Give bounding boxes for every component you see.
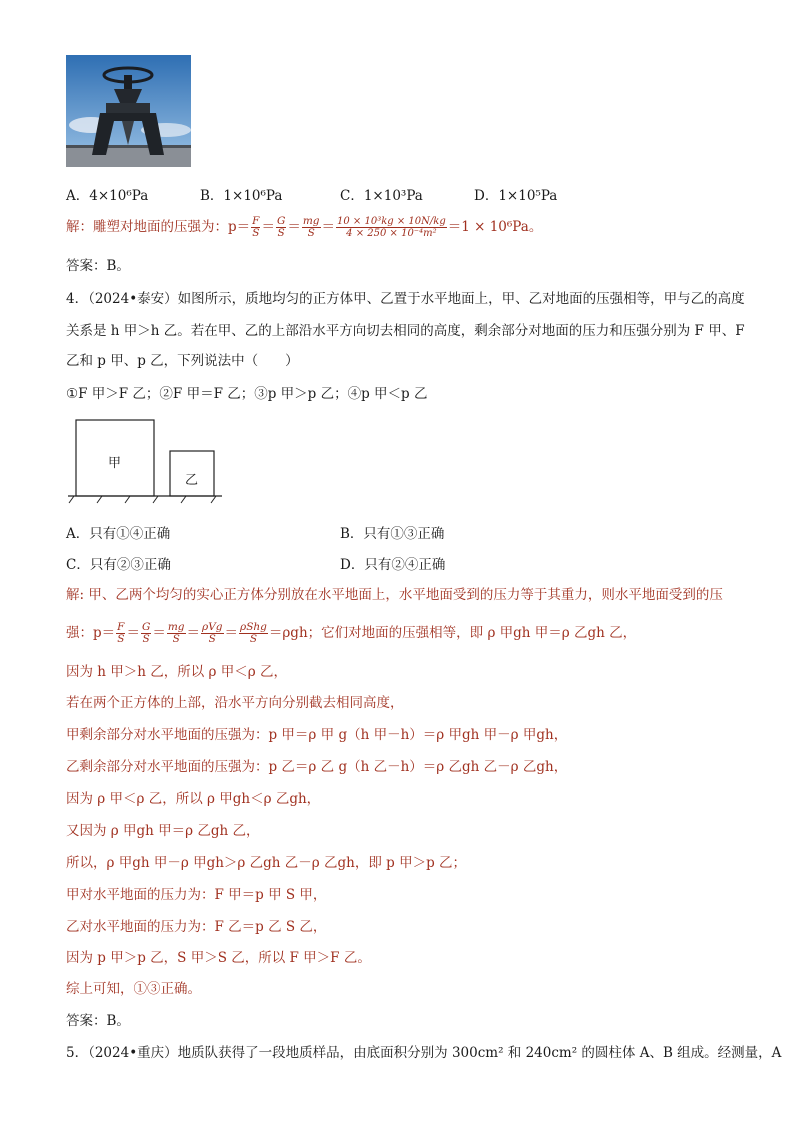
q3-option-a: A．4×10⁶Pa: [66, 188, 149, 204]
q4-solution-2: 强：p＝ $\frac{F}{S}$ ＝ $\frac{G}{S}$ ＝ $\frac{mg}{S}$ ＝ ρVg S ＝ ρShg S ＝ρgh；它们对地面的压强相等，即 ρ 甲gh 甲＝ρ 乙gh 乙，: [66, 621, 637, 645]
sculpture-photo: [66, 55, 191, 167]
q4-statements: ①F 甲＞F 乙；②F 甲＝F 乙；③p 甲＞p 乙；④p 甲＜p 乙: [66, 386, 428, 402]
cubes-figure: [66, 418, 226, 508]
q4-solution-5: 甲剩余部分对水平地面的压强为：p 甲＝ρ 甲 g（h 甲－h）＝ρ 甲gh 甲－ρ 甲gh，: [66, 727, 568, 743]
q4-stem-line-2: 关系是 h 甲＞h 乙。若在甲、乙的上部沿水平方向切去相同的高度，剩余部分对地面的压力和压强分别为 F 甲、F: [66, 323, 745, 339]
q3-option-b: B．1×10⁶Pa: [200, 188, 283, 204]
q4-option-b: B．只有①③正确: [340, 526, 445, 542]
q4-solution-7: 因为 ρ 甲＜ρ 乙，所以 ρ 甲gh＜ρ 乙gh，: [66, 791, 321, 807]
q4-solution-11: 乙对水平地面的压力为：F 乙＝p 乙 S 乙，: [66, 919, 327, 935]
q4-solution-3: 因为 h 甲＞h 乙，所以 ρ 甲＜ρ 乙，: [66, 664, 288, 680]
q4-option-c: C．只有②③正确: [66, 557, 171, 573]
q4-stem-line-1: 4．（2024•泰安）如图所示，质地均匀的正方体甲、乙置于水平地面上，甲、乙对地面的压强相等，甲与乙的高度: [66, 291, 745, 307]
q3-solution: 解：雕塑对地面的压强为：p＝ $\frac{F}{S}$ ＝ $\frac{G}{S}$ ＝ $\frac{mg}{S}$ ＝ $\frac{\text{10 × 10³kg × 10N/kg}}{\text{4 × 250 × 10⁻⁴m²}}$ ＝1 × 10⁶Pa。: [66, 215, 543, 239]
q4-solution-12: 因为 p 甲＞p 乙，S 甲＞S 乙，所以 F 甲＞F 乙。: [66, 950, 371, 966]
q3-answer: 答案：B。: [66, 258, 130, 274]
q4-option-a: A．只有①④正确: [66, 526, 171, 542]
q4-solution-13: 综上可知，①③正确。: [66, 981, 201, 997]
q5-stem-line-1: 5．（2024•重庆）地质队获得了一段地质样品，由底面积分别为 300cm² 和 240cm² 的圆柱体 A、B 组成。经测量，A: [66, 1045, 782, 1061]
q4-solution-4: 若在两个正方体的上部，沿水平方向分别截去相同高度，: [66, 695, 404, 711]
q4-solution-6: 乙剩余部分对水平地面的压强为：p 乙＝ρ 乙 g（h 乙－h）＝ρ 乙gh 乙－ρ 乙gh，: [66, 759, 568, 775]
q4-solution-8: 又因为 ρ 甲gh 甲＝ρ 乙gh 乙，: [66, 823, 260, 839]
label-jia: 甲: [108, 456, 122, 471]
q4-solution-1: 解: 甲、乙两个均匀的实心正方体分别放在水平地面上，水平地面受到的压力等于其重力，则水平地面受到的压: [66, 587, 723, 603]
q4-stem-line-3: 乙和 p 甲、p 乙，下列说法中（ ）: [66, 353, 299, 369]
q4-solution-9: 所以，ρ 甲gh 甲－ρ 甲gh＞ρ 乙gh 乙－ρ 乙gh，即 p 甲＞p 乙；: [66, 855, 466, 871]
q4-option-d: D．只有②④正确: [340, 557, 446, 573]
q4-answer: 答案：B。: [66, 1013, 130, 1029]
q4-solution-10: 甲对水平地面的压力为：F 甲＝p 甲 S 甲，: [66, 887, 327, 903]
label-yi: 乙: [185, 473, 199, 488]
q3-option-d: D．1×10⁵Pa: [474, 188, 558, 204]
q3-option-c: C．1×10³Pa: [340, 188, 423, 204]
